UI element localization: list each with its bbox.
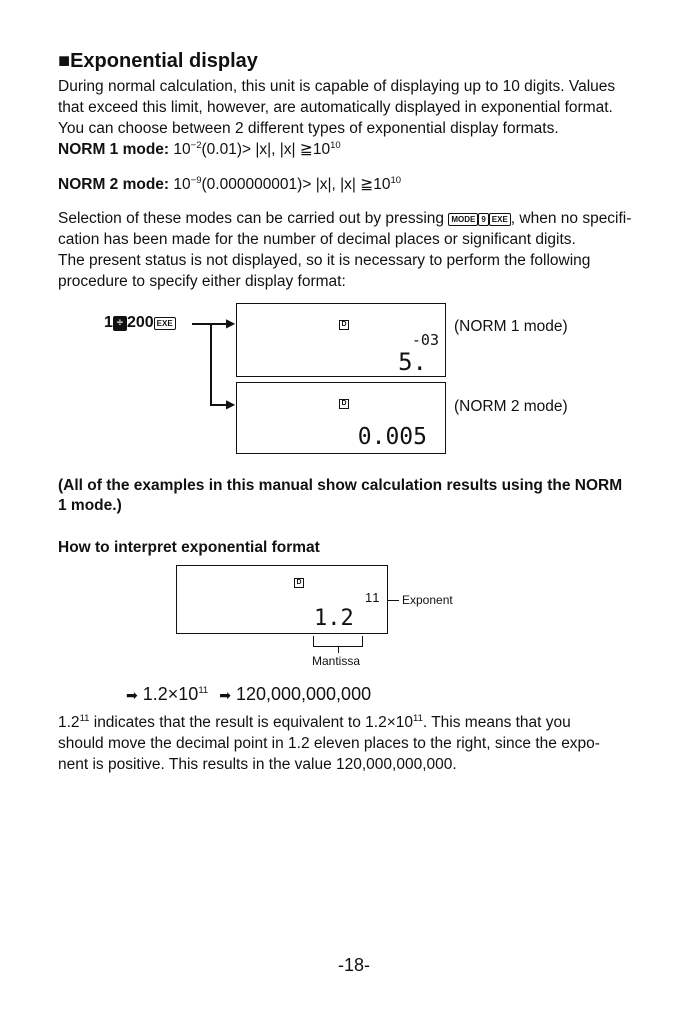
examples-note-line-1: (All of the examples in this manual show calculation results using the NORM xyxy=(58,477,623,494)
arrow-head-1-icon: ▶ xyxy=(226,316,236,330)
norm2-condition: (0.000000001)> |x|, |x| ≧10 xyxy=(201,176,391,193)
exe-key-icon: EXE xyxy=(489,213,511,226)
display2-value: 0.005 xyxy=(357,424,427,450)
nine-key-icon: 9 xyxy=(478,213,488,226)
display1-mantissa: 5. xyxy=(398,348,427,376)
d-indicator-icon: D xyxy=(339,320,349,330)
display1-note: (NORM 1 mode) xyxy=(454,318,568,335)
result-expr: 1.2×10 xyxy=(142,684,199,704)
arrow-right-icon-2: ➡ xyxy=(219,687,231,703)
explain-sup: 11 xyxy=(79,712,90,724)
intro-line-1: During normal calculation, this unit is capable of displaying up to 10 digits. Values xyxy=(58,78,616,95)
bullet-icon: ■ xyxy=(58,50,71,72)
selection-line-2: cation has been made for the number of decimal places or significant digits. xyxy=(58,231,576,248)
norm2-exp: −9 xyxy=(190,174,202,186)
page-title: Exponential display xyxy=(70,50,258,72)
norm1-line xyxy=(58,140,341,160)
label-exponent: Exponent xyxy=(402,593,453,607)
display-interpret xyxy=(176,565,388,634)
interpret-heading: How to interpret exponential format xyxy=(58,539,320,556)
norm2-line xyxy=(58,175,401,195)
result-expr-exp: 11 xyxy=(198,685,209,696)
exponent-pointer-line xyxy=(387,600,399,601)
explain-line-3: nent is positive. This results in the value 120,000,000,000. xyxy=(58,756,457,773)
display2-note: (NORM 2 mode) xyxy=(454,398,568,415)
explain-sup-2: 11 xyxy=(413,712,423,724)
selection-text-b: , when no specifi- xyxy=(510,210,632,227)
result-expression xyxy=(126,684,371,705)
seq-digit-1: 1 xyxy=(104,314,113,331)
explain-line-1 xyxy=(58,713,571,733)
explain-a: 1.2 xyxy=(58,714,80,731)
label-mantissa: Mantissa xyxy=(312,654,361,668)
result-value: 120,000,000,000 xyxy=(235,684,372,704)
norm2-exp2: 10 xyxy=(390,174,402,186)
explain-c: . This means that you xyxy=(422,714,571,731)
seq-digits: 200 xyxy=(126,314,154,331)
norm1-label: NORM 1 mode: xyxy=(58,141,170,158)
intro-line-2: that exceed this limit, however, are automatically displayed in exponential format. xyxy=(58,99,613,116)
interpret-mantissa: 1.2 xyxy=(314,606,354,631)
d-indicator-icon-3: D xyxy=(294,578,304,588)
selection-line-3: The present status is not displayed, so it is necessary to perform the following xyxy=(58,252,591,269)
arrow-head-2-icon: ▶ xyxy=(226,397,236,411)
explain-line-2: should move the decimal point in 1.2 eleven places to the right, since the expo- xyxy=(58,735,600,752)
explain-b: indicates that the result is equivalent to 1.2×10 xyxy=(89,714,413,731)
mode-key-icon: MODE xyxy=(448,213,478,226)
arrow-line-vertical xyxy=(210,323,212,405)
exe-key-icon-2: EXE xyxy=(154,317,176,330)
norm2-label: NORM 2 mode: xyxy=(58,176,170,193)
key-sequence xyxy=(104,314,176,332)
selection-text-a: Selection of these modes can be carried out by pressing xyxy=(58,210,445,227)
d-indicator-icon-2: D xyxy=(339,399,349,409)
examples-note-line-2: 1 mode.) xyxy=(58,497,122,514)
norm1-pre: 10 xyxy=(173,141,191,158)
norm1-exp2: 10 xyxy=(330,139,341,151)
selection-line-1 xyxy=(58,209,631,229)
interpret-exponent: 11 xyxy=(365,590,381,605)
mantissa-bracket-stem xyxy=(338,646,339,653)
norm1-exp: −2 xyxy=(190,139,202,151)
intro-line-3: You can choose between 2 different types of exponential display formats. xyxy=(58,120,559,137)
display-norm2 xyxy=(236,382,446,454)
page-number: -18- xyxy=(338,955,371,975)
display1-exponent: -03 xyxy=(411,331,439,349)
section-heading xyxy=(58,50,258,73)
arrow-right-icon: ➡ xyxy=(126,687,138,703)
norm1-condition: (0.01)> |x|, |x| ≧10 xyxy=(201,141,331,158)
norm2-pre: 10 xyxy=(173,176,191,193)
selection-line-4: procedure to specify either display format: xyxy=(58,273,346,290)
divide-key-icon: ÷ xyxy=(113,316,127,331)
display-norm1 xyxy=(236,303,446,377)
